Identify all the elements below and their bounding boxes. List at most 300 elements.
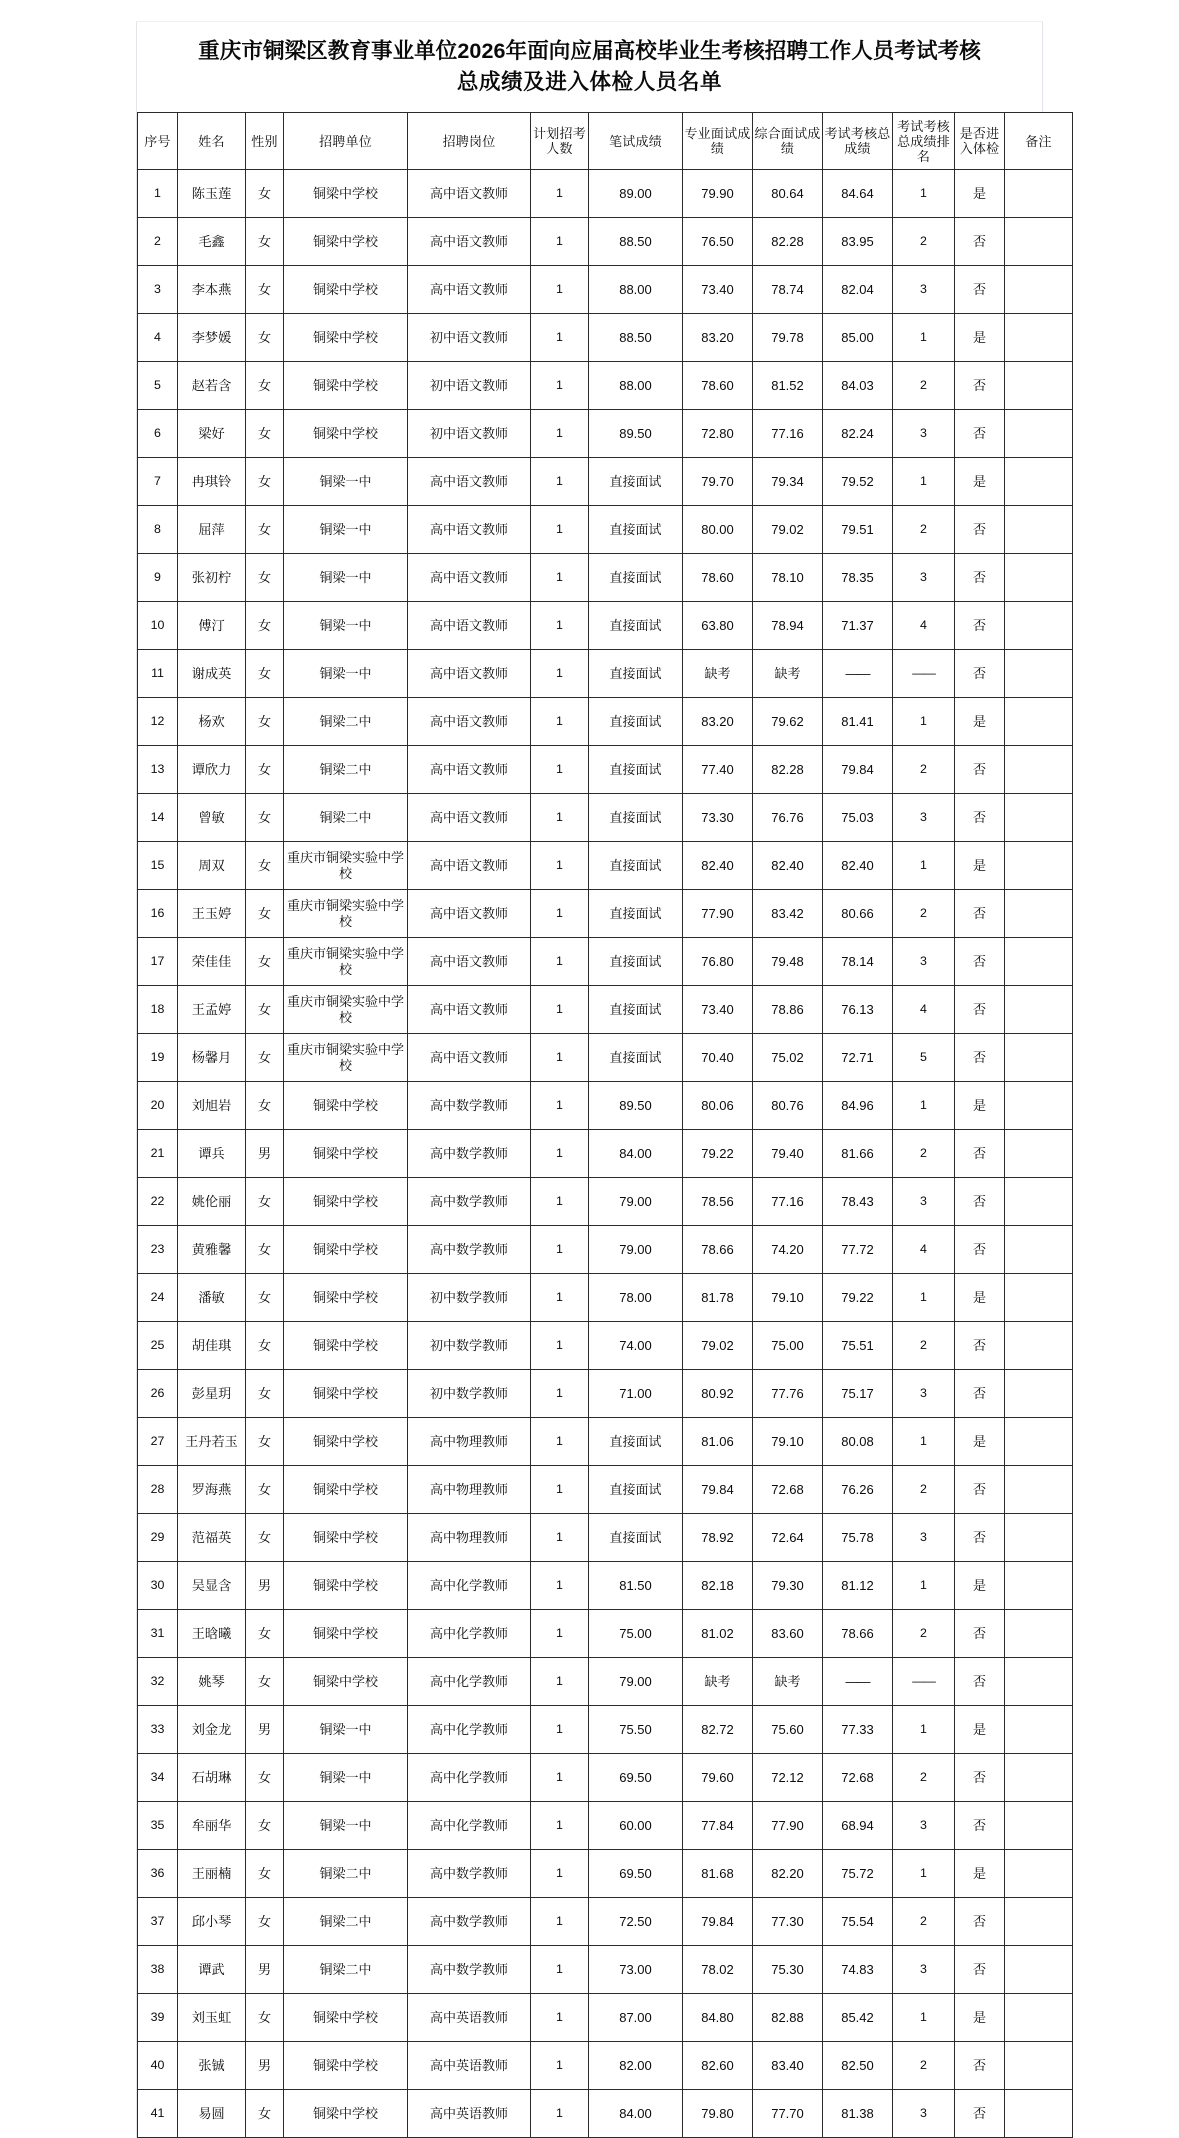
cell-index: 32 bbox=[138, 1658, 178, 1706]
cell-name: 周双 bbox=[178, 842, 246, 890]
table-row bbox=[138, 554, 1073, 602]
cell-plan-count: 1 bbox=[531, 1034, 589, 1082]
cell-total-score: 81.66 bbox=[823, 1130, 893, 1178]
cell-plan-count: 1 bbox=[531, 1706, 589, 1754]
cell-physical-exam: 否 bbox=[955, 1514, 1005, 1562]
cell-name: 王丹若玉 bbox=[178, 1418, 246, 1466]
table-row bbox=[138, 1034, 1073, 1082]
cell-recruiting-post: 初中语文教师 bbox=[408, 410, 531, 458]
cell-index: 1 bbox=[138, 170, 178, 218]
cell-written-score: 88.00 bbox=[589, 266, 683, 314]
cell-major-interview-score: 81.06 bbox=[683, 1418, 753, 1466]
cell-written-score: 直接面试 bbox=[589, 458, 683, 506]
cell-recruiting-unit: 铜梁二中 bbox=[284, 698, 408, 746]
cell-major-interview-score: 78.60 bbox=[683, 554, 753, 602]
cell-name: 吴显含 bbox=[178, 1562, 246, 1610]
cell-plan-count: 1 bbox=[531, 1370, 589, 1418]
cell-recruiting-unit: 重庆市铜梁实验中学校 bbox=[284, 986, 408, 1034]
cell-comprehensive-interview-score: 82.28 bbox=[753, 218, 823, 266]
cell-recruiting-post: 高中语文教师 bbox=[408, 218, 531, 266]
cell-sex: 女 bbox=[246, 1898, 284, 1946]
table-header bbox=[138, 113, 1073, 170]
cell-comprehensive-interview-score: 77.90 bbox=[753, 1802, 823, 1850]
cell-recruiting-post: 高中语文教师 bbox=[408, 842, 531, 890]
cell-total-rank: 1 bbox=[893, 1706, 955, 1754]
cell-written-score: 直接面试 bbox=[589, 1514, 683, 1562]
cell-comprehensive-interview-score: 81.52 bbox=[753, 362, 823, 410]
table-row bbox=[138, 314, 1073, 362]
cell-remark bbox=[1005, 1226, 1073, 1274]
table-row bbox=[138, 1274, 1073, 1322]
cell-major-interview-score: 79.70 bbox=[683, 458, 753, 506]
cell-major-interview-score: 72.80 bbox=[683, 410, 753, 458]
cell-comprehensive-interview-score: 83.42 bbox=[753, 890, 823, 938]
cell-major-interview-score: 63.80 bbox=[683, 602, 753, 650]
cell-recruiting-post: 初中数学教师 bbox=[408, 1274, 531, 1322]
cell-major-interview-score: 79.84 bbox=[683, 1466, 753, 1514]
cell-comprehensive-interview-score: 75.60 bbox=[753, 1706, 823, 1754]
cell-sex: 女 bbox=[246, 794, 284, 842]
cell-index: 30 bbox=[138, 1562, 178, 1610]
cell-physical-exam: 否 bbox=[955, 1466, 1005, 1514]
column-header-comprehensive-interview: 综合面试成绩 bbox=[753, 113, 823, 170]
cell-recruiting-unit: 铜梁中学校 bbox=[284, 1418, 408, 1466]
cell-physical-exam: 否 bbox=[955, 1610, 1005, 1658]
cell-name: 刘旭岩 bbox=[178, 1082, 246, 1130]
cell-major-interview-score: 78.56 bbox=[683, 1178, 753, 1226]
cell-major-interview-score: 77.84 bbox=[683, 1802, 753, 1850]
table-body bbox=[138, 170, 1073, 2138]
cell-plan-count: 1 bbox=[531, 266, 589, 314]
cell-sex: 女 bbox=[246, 842, 284, 890]
cell-recruiting-post: 高中数学教师 bbox=[408, 1178, 531, 1226]
cell-major-interview-score: 73.40 bbox=[683, 266, 753, 314]
cell-index: 33 bbox=[138, 1706, 178, 1754]
cell-physical-exam: 否 bbox=[955, 746, 1005, 794]
cell-plan-count: 1 bbox=[531, 1898, 589, 1946]
table-row bbox=[138, 1898, 1073, 1946]
cell-remark bbox=[1005, 1658, 1073, 1706]
cell-remark bbox=[1005, 1130, 1073, 1178]
cell-physical-exam: 否 bbox=[955, 410, 1005, 458]
cell-recruiting-post: 初中数学教师 bbox=[408, 1370, 531, 1418]
cell-sex: 女 bbox=[246, 938, 284, 986]
cell-sex: 女 bbox=[246, 1034, 284, 1082]
cell-written-score: 75.50 bbox=[589, 1706, 683, 1754]
cell-major-interview-score: 79.80 bbox=[683, 2090, 753, 2138]
cell-physical-exam: 是 bbox=[955, 458, 1005, 506]
cell-comprehensive-interview-score: 78.10 bbox=[753, 554, 823, 602]
cell-total-score: 81.41 bbox=[823, 698, 893, 746]
cell-recruiting-unit: 铜梁二中 bbox=[284, 1946, 408, 1994]
cell-total-score: 80.66 bbox=[823, 890, 893, 938]
cell-remark bbox=[1005, 1706, 1073, 1754]
cell-total-score: 78.66 bbox=[823, 1610, 893, 1658]
cell-name: 黄雅馨 bbox=[178, 1226, 246, 1274]
cell-comprehensive-interview-score: 83.40 bbox=[753, 2042, 823, 2090]
cell-physical-exam: 是 bbox=[955, 698, 1005, 746]
cell-written-score: 72.50 bbox=[589, 1898, 683, 1946]
table-row bbox=[138, 1418, 1073, 1466]
cell-sex: 女 bbox=[246, 1226, 284, 1274]
cell-index: 41 bbox=[138, 2090, 178, 2138]
cell-index: 37 bbox=[138, 1898, 178, 1946]
cell-written-score: 82.00 bbox=[589, 2042, 683, 2090]
cell-total-score: 77.72 bbox=[823, 1226, 893, 1274]
cell-total-rank: 1 bbox=[893, 1562, 955, 1610]
cell-total-score: 75.51 bbox=[823, 1322, 893, 1370]
cell-written-score: 直接面试 bbox=[589, 938, 683, 986]
cell-remark bbox=[1005, 1418, 1073, 1466]
cell-total-rank: 1 bbox=[893, 1418, 955, 1466]
cell-name: 王晗曦 bbox=[178, 1610, 246, 1658]
cell-sex: 女 bbox=[246, 746, 284, 794]
cell-index: 7 bbox=[138, 458, 178, 506]
cell-total-rank: 3 bbox=[893, 1370, 955, 1418]
cell-plan-count: 1 bbox=[531, 554, 589, 602]
cell-physical-exam: 否 bbox=[955, 1322, 1005, 1370]
cell-recruiting-unit: 重庆市铜梁实验中学校 bbox=[284, 1034, 408, 1082]
cell-name: 谭武 bbox=[178, 1946, 246, 1994]
cell-plan-count: 1 bbox=[531, 1274, 589, 1322]
cell-written-score: 60.00 bbox=[589, 1802, 683, 1850]
cell-remark bbox=[1005, 1754, 1073, 1802]
cell-comprehensive-interview-score: 76.76 bbox=[753, 794, 823, 842]
cell-physical-exam: 否 bbox=[955, 1898, 1005, 1946]
em-dash-placeholder: —— bbox=[912, 1674, 935, 1688]
table-row bbox=[138, 698, 1073, 746]
cell-remark bbox=[1005, 938, 1073, 986]
cell-comprehensive-interview-score: 72.68 bbox=[753, 1466, 823, 1514]
cell-comprehensive-interview-score: 75.30 bbox=[753, 1946, 823, 1994]
cell-comprehensive-interview-score: 缺考 bbox=[753, 1658, 823, 1706]
cell-remark bbox=[1005, 1274, 1073, 1322]
cell-major-interview-score: 78.92 bbox=[683, 1514, 753, 1562]
cell-major-interview-score: 73.30 bbox=[683, 794, 753, 842]
cell-written-score: 89.00 bbox=[589, 170, 683, 218]
cell-total-score: 82.24 bbox=[823, 410, 893, 458]
cell-remark bbox=[1005, 986, 1073, 1034]
cell-index: 26 bbox=[138, 1370, 178, 1418]
cell-recruiting-post: 高中数学教师 bbox=[408, 1898, 531, 1946]
column-header-unit: 招聘单位 bbox=[284, 113, 408, 170]
cell-name: 谭欣力 bbox=[178, 746, 246, 794]
cell-major-interview-score: 79.84 bbox=[683, 1898, 753, 1946]
cell-index: 36 bbox=[138, 1850, 178, 1898]
column-header-sex: 性别 bbox=[246, 113, 284, 170]
cell-sex: 男 bbox=[246, 1946, 284, 1994]
cell-total-score: 84.64 bbox=[823, 170, 893, 218]
cell-recruiting-post: 高中化学教师 bbox=[408, 1562, 531, 1610]
cell-recruiting-unit: 铜梁中学校 bbox=[284, 170, 408, 218]
cell-comprehensive-interview-score: 82.88 bbox=[753, 1994, 823, 2042]
cell-comprehensive-interview-score: 82.28 bbox=[753, 746, 823, 794]
cell-plan-count: 1 bbox=[531, 1610, 589, 1658]
cell-plan-count: 1 bbox=[531, 1658, 589, 1706]
cell-written-score: 88.50 bbox=[589, 218, 683, 266]
cell-recruiting-unit: 铜梁中学校 bbox=[284, 266, 408, 314]
cell-total-score: 82.50 bbox=[823, 2042, 893, 2090]
cell-total-score: 85.00 bbox=[823, 314, 893, 362]
cell-index: 16 bbox=[138, 890, 178, 938]
cell-recruiting-post: 高中数学教师 bbox=[408, 1946, 531, 1994]
cell-plan-count: 1 bbox=[531, 314, 589, 362]
cell-name: 邱小琴 bbox=[178, 1898, 246, 1946]
cell-comprehensive-interview-score: 78.94 bbox=[753, 602, 823, 650]
cell-comprehensive-interview-score: 80.76 bbox=[753, 1082, 823, 1130]
cell-index: 2 bbox=[138, 218, 178, 266]
cell-recruiting-post: 高中化学教师 bbox=[408, 1706, 531, 1754]
cell-physical-exam: 否 bbox=[955, 506, 1005, 554]
cell-sex: 女 bbox=[246, 1370, 284, 1418]
cell-total-score: 75.03 bbox=[823, 794, 893, 842]
cell-written-score: 71.00 bbox=[589, 1370, 683, 1418]
cell-physical-exam: 是 bbox=[955, 1082, 1005, 1130]
cell-sex: 女 bbox=[246, 1082, 284, 1130]
cell-remark bbox=[1005, 1850, 1073, 1898]
cell-recruiting-post: 高中数学教师 bbox=[408, 1082, 531, 1130]
cell-written-score: 89.50 bbox=[589, 410, 683, 458]
cell-recruiting-post: 高中语文教师 bbox=[408, 986, 531, 1034]
cell-physical-exam: 是 bbox=[955, 1274, 1005, 1322]
cell-index: 22 bbox=[138, 1178, 178, 1226]
cell-name: 姚伦丽 bbox=[178, 1178, 246, 1226]
cell-total-rank: 2 bbox=[893, 2042, 955, 2090]
cell-major-interview-score: 78.66 bbox=[683, 1226, 753, 1274]
cell-physical-exam: 否 bbox=[955, 266, 1005, 314]
column-header-major-interview: 专业面试成绩 bbox=[683, 113, 753, 170]
cell-physical-exam: 否 bbox=[955, 1802, 1005, 1850]
cell-written-score: 74.00 bbox=[589, 1322, 683, 1370]
cell-sex: 女 bbox=[246, 1850, 284, 1898]
cell-index: 24 bbox=[138, 1274, 178, 1322]
cell-recruiting-post: 高中语文教师 bbox=[408, 458, 531, 506]
cell-total-score: 77.33 bbox=[823, 1706, 893, 1754]
cell-recruiting-unit: 重庆市铜梁实验中学校 bbox=[284, 890, 408, 938]
cell-total-score: 75.17 bbox=[823, 1370, 893, 1418]
cell-total-rank: 3 bbox=[893, 1946, 955, 1994]
cell-written-score: 直接面试 bbox=[589, 986, 683, 1034]
cell-sex: 女 bbox=[246, 1610, 284, 1658]
cell-major-interview-score: 80.06 bbox=[683, 1082, 753, 1130]
cell-physical-exam: 否 bbox=[955, 1946, 1005, 1994]
cell-physical-exam: 是 bbox=[955, 170, 1005, 218]
cell-total-score: 76.26 bbox=[823, 1466, 893, 1514]
cell-major-interview-score: 80.92 bbox=[683, 1370, 753, 1418]
cell-plan-count: 1 bbox=[531, 602, 589, 650]
table-row bbox=[138, 410, 1073, 458]
cell-major-interview-score: 82.18 bbox=[683, 1562, 753, 1610]
cell-plan-count: 1 bbox=[531, 1514, 589, 1562]
cell-index: 27 bbox=[138, 1418, 178, 1466]
cell-name: 杨欢 bbox=[178, 698, 246, 746]
cell-index: 8 bbox=[138, 506, 178, 554]
table-row bbox=[138, 1706, 1073, 1754]
cell-remark bbox=[1005, 1034, 1073, 1082]
cell-index: 34 bbox=[138, 1754, 178, 1802]
cell-physical-exam: 否 bbox=[955, 938, 1005, 986]
cell-name: 王孟婷 bbox=[178, 986, 246, 1034]
cell-name: 梁好 bbox=[178, 410, 246, 458]
cell-index: 39 bbox=[138, 1994, 178, 2042]
cell-major-interview-score: 77.90 bbox=[683, 890, 753, 938]
cell-recruiting-post: 高中物理教师 bbox=[408, 1466, 531, 1514]
cell-comprehensive-interview-score: 75.02 bbox=[753, 1034, 823, 1082]
cell-written-score: 直接面试 bbox=[589, 698, 683, 746]
cell-physical-exam: 否 bbox=[955, 1370, 1005, 1418]
cell-total-score: 82.40 bbox=[823, 842, 893, 890]
cell-written-score: 直接面试 bbox=[589, 746, 683, 794]
cell-name: 范福英 bbox=[178, 1514, 246, 1562]
cell-recruiting-post: 高中语文教师 bbox=[408, 1034, 531, 1082]
cell-remark bbox=[1005, 602, 1073, 650]
cell-remark bbox=[1005, 1610, 1073, 1658]
cell-written-score: 89.50 bbox=[589, 1082, 683, 1130]
cell-recruiting-post: 高中语文教师 bbox=[408, 794, 531, 842]
cell-plan-count: 1 bbox=[531, 1946, 589, 1994]
cell-written-score: 87.00 bbox=[589, 1994, 683, 2042]
cell-major-interview-score: 缺考 bbox=[683, 650, 753, 698]
cell-remark bbox=[1005, 698, 1073, 746]
table-row bbox=[138, 986, 1073, 1034]
cell-remark bbox=[1005, 314, 1073, 362]
cell-total-score: 68.94 bbox=[823, 1802, 893, 1850]
cell-major-interview-score: 82.72 bbox=[683, 1706, 753, 1754]
cell-recruiting-unit: 铜梁二中 bbox=[284, 1850, 408, 1898]
cell-total-rank: 2 bbox=[893, 1466, 955, 1514]
cell-comprehensive-interview-score: 79.10 bbox=[753, 1418, 823, 1466]
table-row bbox=[138, 1754, 1073, 1802]
cell-remark bbox=[1005, 170, 1073, 218]
cell-total-rank: 2 bbox=[893, 1322, 955, 1370]
cell-written-score: 79.00 bbox=[589, 1178, 683, 1226]
cell-recruiting-unit: 铜梁中学校 bbox=[284, 1322, 408, 1370]
cell-sex: 女 bbox=[246, 410, 284, 458]
cell-major-interview-score: 73.40 bbox=[683, 986, 753, 1034]
cell-total-score: 78.35 bbox=[823, 554, 893, 602]
cell-physical-exam: 否 bbox=[955, 2042, 1005, 2090]
cell-written-score: 88.00 bbox=[589, 362, 683, 410]
cell-recruiting-post: 高中数学教师 bbox=[408, 1850, 531, 1898]
cell-recruiting-post: 高中化学教师 bbox=[408, 1802, 531, 1850]
cell-plan-count: 1 bbox=[531, 1082, 589, 1130]
cell-name: 姚琴 bbox=[178, 1658, 246, 1706]
cell-major-interview-score: 79.90 bbox=[683, 170, 753, 218]
cell-remark bbox=[1005, 506, 1073, 554]
cell-index: 28 bbox=[138, 1466, 178, 1514]
cell-index: 40 bbox=[138, 2042, 178, 2090]
cell-recruiting-post: 高中数学教师 bbox=[408, 1226, 531, 1274]
cell-physical-exam: 否 bbox=[955, 986, 1005, 1034]
cell-major-interview-score: 缺考 bbox=[683, 1658, 753, 1706]
cell-sex: 女 bbox=[246, 458, 284, 506]
cell-name: 谢成英 bbox=[178, 650, 246, 698]
cell-major-interview-score: 77.40 bbox=[683, 746, 753, 794]
cell-remark bbox=[1005, 1082, 1073, 1130]
cell-written-score: 直接面试 bbox=[589, 890, 683, 938]
cell-plan-count: 1 bbox=[531, 890, 589, 938]
cell-physical-exam: 否 bbox=[955, 1754, 1005, 1802]
cell-comprehensive-interview-score: 77.70 bbox=[753, 2090, 823, 2138]
cell-remark bbox=[1005, 554, 1073, 602]
cell-recruiting-unit: 铜梁一中 bbox=[284, 1754, 408, 1802]
cell-recruiting-post: 高中语文教师 bbox=[408, 506, 531, 554]
cell-recruiting-post: 初中数学教师 bbox=[408, 1322, 531, 1370]
cell-index: 5 bbox=[138, 362, 178, 410]
cell-major-interview-score: 79.60 bbox=[683, 1754, 753, 1802]
cell-comprehensive-interview-score: 82.20 bbox=[753, 1850, 823, 1898]
table-row bbox=[138, 170, 1073, 218]
cell-total-rank: 4 bbox=[893, 1226, 955, 1274]
cell-name: 张铖 bbox=[178, 2042, 246, 2090]
cell-plan-count: 1 bbox=[531, 1226, 589, 1274]
cell-written-score: 79.00 bbox=[589, 1226, 683, 1274]
cell-sex: 女 bbox=[246, 1994, 284, 2042]
cell-comprehensive-interview-score: 77.16 bbox=[753, 1178, 823, 1226]
cell-sex: 女 bbox=[246, 170, 284, 218]
cell-written-score: 81.50 bbox=[589, 1562, 683, 1610]
cell-comprehensive-interview-score: 79.48 bbox=[753, 938, 823, 986]
cell-remark bbox=[1005, 1802, 1073, 1850]
cell-total-score: 72.71 bbox=[823, 1034, 893, 1082]
table-row bbox=[138, 1322, 1073, 1370]
column-header-physical: 是否进入体检 bbox=[955, 113, 1005, 170]
cell-comprehensive-interview-score: 75.00 bbox=[753, 1322, 823, 1370]
cell-total-rank: 3 bbox=[893, 554, 955, 602]
cell-index: 35 bbox=[138, 1802, 178, 1850]
cell-plan-count: 1 bbox=[531, 1754, 589, 1802]
cell-total-score: 76.13 bbox=[823, 986, 893, 1034]
cell-remark bbox=[1005, 266, 1073, 314]
cell-index: 10 bbox=[138, 602, 178, 650]
cell-name: 赵若含 bbox=[178, 362, 246, 410]
cell-sex: 女 bbox=[246, 1178, 284, 1226]
cell-written-score: 直接面试 bbox=[589, 1034, 683, 1082]
cell-total-score: 75.78 bbox=[823, 1514, 893, 1562]
cell-major-interview-score: 83.20 bbox=[683, 314, 753, 362]
cell-sex: 女 bbox=[246, 1322, 284, 1370]
cell-remark bbox=[1005, 1994, 1073, 2042]
cell-plan-count: 1 bbox=[531, 362, 589, 410]
document-title-block bbox=[137, 22, 1042, 112]
cell-comprehensive-interview-score: 83.60 bbox=[753, 1610, 823, 1658]
cell-plan-count: 1 bbox=[531, 842, 589, 890]
table-row bbox=[138, 1994, 1073, 2042]
cell-total-score: 80.08 bbox=[823, 1418, 893, 1466]
cell-recruiting-post: 高中英语教师 bbox=[408, 2090, 531, 2138]
cell-physical-exam: 否 bbox=[955, 1658, 1005, 1706]
cell-plan-count: 1 bbox=[531, 1994, 589, 2042]
table-row bbox=[138, 1610, 1073, 1658]
cell-index: 20 bbox=[138, 1082, 178, 1130]
cell-recruiting-post: 高中语文教师 bbox=[408, 554, 531, 602]
cell-total-score: 81.12 bbox=[823, 1562, 893, 1610]
table-row bbox=[138, 2090, 1073, 2138]
cell-sex: 女 bbox=[246, 218, 284, 266]
table-header-row bbox=[138, 113, 1073, 170]
cell-recruiting-unit: 铜梁中学校 bbox=[284, 410, 408, 458]
table-row bbox=[138, 1562, 1073, 1610]
cell-physical-exam: 是 bbox=[955, 842, 1005, 890]
results-table bbox=[137, 112, 1073, 2138]
cell-written-score: 直接面试 bbox=[589, 794, 683, 842]
cell-index: 25 bbox=[138, 1322, 178, 1370]
cell-plan-count: 1 bbox=[531, 1802, 589, 1850]
cell-recruiting-unit: 铜梁中学校 bbox=[284, 218, 408, 266]
cell-name: 潘敏 bbox=[178, 1274, 246, 1322]
cell-total-rank: 1 bbox=[893, 1274, 955, 1322]
cell-physical-exam: 否 bbox=[955, 362, 1005, 410]
